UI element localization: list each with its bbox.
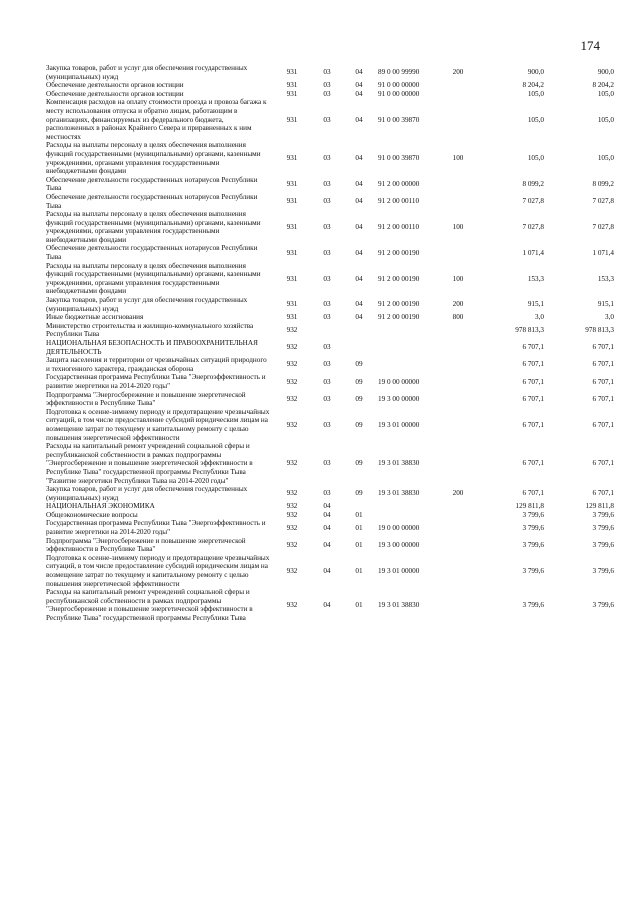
target-article-code: 91 0 00 39870 bbox=[378, 154, 420, 163]
subsection-code bbox=[344, 339, 374, 356]
ministry-code: 932 bbox=[286, 459, 298, 468]
ministry-code: 931 bbox=[286, 222, 298, 231]
target-article-code: 91 0 00 39870 bbox=[378, 115, 420, 124]
expense-type-code bbox=[442, 511, 474, 520]
section-code: 04 bbox=[323, 540, 331, 549]
expense-type-code bbox=[442, 554, 474, 588]
expense-type-code bbox=[442, 322, 474, 339]
amount-value: 105,0 bbox=[527, 154, 544, 163]
subsection-code: 04 bbox=[355, 197, 363, 206]
amount-value: 3 799,6 bbox=[522, 540, 544, 549]
subsection-code: 09 bbox=[355, 377, 363, 386]
row-name: Закупка товаров, работ и услуг для обеспечения государственных (муниципальных) нужд bbox=[46, 64, 248, 81]
target-article-code: 91 2 00 00190 bbox=[378, 300, 420, 309]
row-name: Защита населения и территории от чрезвычайных ситуаций природного и техногенного характера, гражданская оборона bbox=[46, 356, 267, 373]
amount-value-2: 6 707,1 bbox=[592, 420, 614, 429]
amount-value-2: 6 707,1 bbox=[592, 360, 614, 369]
target-article-code: 19 3 01 38830 bbox=[378, 489, 420, 498]
subsection-code: 09 bbox=[355, 394, 363, 403]
amount-value: 6 707,1 bbox=[522, 394, 544, 403]
amount-value-2: 7 027,8 bbox=[592, 222, 614, 231]
amount-value: 915,1 bbox=[527, 300, 544, 309]
expense-type-code bbox=[442, 244, 474, 261]
row-name: Подготовка к осенне-зимнему периоду и предотвращение чрезвычайных ситуаций, в том числе предоставление субсидий юридическим лицам на возмещение затрат по текущему и капитальному ремонту с целью повышения энергетической эффективности bbox=[46, 553, 270, 588]
subsection-code: 04 bbox=[355, 248, 363, 257]
amount-value-2: 105,0 bbox=[597, 115, 614, 124]
expense-type-code bbox=[442, 588, 474, 622]
table-row bbox=[46, 373, 614, 390]
section-code bbox=[310, 322, 344, 339]
subsection-code: 01 bbox=[355, 523, 363, 532]
amount-value-2: 3,0 bbox=[605, 313, 614, 322]
subsection-code: 04 bbox=[355, 68, 363, 77]
expense-type-code bbox=[442, 193, 474, 210]
amount-value: 3,0 bbox=[535, 313, 544, 322]
ministry-code: 932 bbox=[286, 420, 298, 429]
expense-type-code: 800 bbox=[452, 313, 464, 322]
ministry-code: 931 bbox=[286, 248, 298, 257]
row-name: Подготовка к осенне-зимнему периоду и предотвращение чрезвычайных ситуаций, в том числе предоставление субсидий юридическим лицам на возмещение затрат по текущему и капитальному ремонту с целью повышения энергетической эффективности bbox=[46, 407, 270, 442]
expense-type-code: 100 bbox=[452, 274, 464, 283]
ministry-code: 931 bbox=[286, 154, 298, 163]
amount-value-2: 978 813,3 bbox=[585, 326, 614, 335]
table-row bbox=[46, 81, 614, 90]
row-name: Государственная программа Республики Тыва "Энергоэффективность и развитие энергетики на 2014-2020 годы" bbox=[46, 373, 266, 390]
subsection-code: 09 bbox=[355, 459, 363, 468]
table-row bbox=[46, 511, 614, 520]
table-row bbox=[46, 554, 614, 588]
row-name: Обеспечение деятельности органов юстиции bbox=[46, 89, 184, 98]
amount-value-2: 153,3 bbox=[597, 274, 614, 283]
budget-table bbox=[46, 64, 614, 623]
ministry-code: 932 bbox=[286, 523, 298, 532]
table-row bbox=[46, 339, 614, 356]
amount-value: 8 099,2 bbox=[522, 180, 544, 189]
target-article-code: 91 0 00 00000 bbox=[378, 81, 420, 90]
amount-value-2: 6 707,1 bbox=[592, 377, 614, 386]
amount-value-2: 6 707,1 bbox=[592, 489, 614, 498]
section-code: 04 bbox=[323, 523, 331, 532]
section-code: 03 bbox=[323, 300, 331, 309]
section-code: 03 bbox=[323, 68, 331, 77]
expense-type-code: 100 bbox=[452, 154, 464, 163]
subsection-code bbox=[344, 322, 374, 339]
amount-value-2: 1 071,4 bbox=[592, 248, 614, 257]
row-name: Расходы на выплаты персоналу в целях обеспечения выполнения функций государственными (муниципальными) органами, казенными учреждениями, органами управления государственными внебюджетными фондами bbox=[46, 261, 261, 296]
row-name: Расходы на капитальный ремонт учреждений социальной сферы и республиканской собственности в рамках подпрограммы "Энергосбережение и повышение энергетической эффективности в Республике Тыва" государственной программы Республики Тыва "Развитие энергетики Республики Тыва на 2014-2020 годы" bbox=[46, 442, 253, 485]
row-name: НАЦИОНАЛЬНАЯ ЭКОНОМИКА bbox=[46, 502, 155, 511]
amount-value: 6 707,1 bbox=[522, 489, 544, 498]
table-row bbox=[46, 90, 614, 99]
section-code: 03 bbox=[323, 89, 331, 98]
table-row bbox=[46, 356, 614, 373]
target-article-code: 91 2 00 00110 bbox=[378, 197, 420, 206]
target-article-code bbox=[374, 502, 442, 511]
ministry-code: 932 bbox=[286, 566, 298, 575]
ministry-code: 931 bbox=[286, 68, 298, 77]
ministry-code: 932 bbox=[286, 601, 298, 610]
amount-value-2: 6 707,1 bbox=[592, 459, 614, 468]
row-name: Закупка товаров, работ и услуг для обеспечения государственных (муниципальных) нужд bbox=[46, 485, 248, 502]
expense-type-code bbox=[442, 442, 474, 485]
ministry-code: 931 bbox=[286, 274, 298, 283]
row-name: Закупка товаров, работ и услуг для обеспечения государственных (муниципальных) нужд bbox=[46, 296, 248, 313]
amount-value: 978 813,3 bbox=[515, 326, 544, 335]
table-row bbox=[46, 588, 614, 622]
expense-type-code bbox=[442, 537, 474, 554]
amount-value-2: 3 799,6 bbox=[592, 540, 614, 549]
row-name: Расходы на капитальный ремонт учреждений социальной сферы и республиканской собственности в рамках подпрограммы "Энергосбережение и повышение энергетической эффективности в Республике Тыва" государственной программы Республики Тыва bbox=[46, 588, 253, 622]
expense-type-code bbox=[442, 176, 474, 193]
amount-value: 6 707,1 bbox=[522, 343, 544, 352]
section-code: 03 bbox=[323, 222, 331, 231]
row-name: Иные бюджетные ассигнования bbox=[46, 313, 144, 322]
expense-type-code bbox=[442, 81, 474, 90]
expense-type-code bbox=[442, 339, 474, 356]
amount-value: 6 707,1 bbox=[522, 459, 544, 468]
amount-value-2: 105,0 bbox=[597, 154, 614, 163]
amount-value-2: 129 811,8 bbox=[585, 502, 614, 511]
section-code: 03 bbox=[323, 274, 331, 283]
target-article-code: 91 2 00 00110 bbox=[378, 222, 420, 231]
subsection-code: 01 bbox=[355, 566, 363, 575]
section-code: 03 bbox=[323, 377, 331, 386]
target-article-code: 19 3 00 00000 bbox=[378, 394, 420, 403]
ministry-code: 931 bbox=[286, 89, 298, 98]
row-name: Расходы на выплаты персоналу в целях обеспечения выполнения функций государственными (муниципальными) органами, казенными учреждениями, органами управления государственными внебюджетными фондами bbox=[46, 210, 261, 244]
target-article-code: 19 0 00 00000 bbox=[378, 523, 420, 532]
section-code: 04 bbox=[323, 566, 331, 575]
budget-table-body bbox=[46, 64, 614, 623]
amount-value: 6 707,1 bbox=[522, 360, 544, 369]
row-name: Подпрограмма "Энергосбережение и повышение энергетической эффективности в Республике Тыва" bbox=[46, 536, 246, 554]
expense-type-code bbox=[442, 408, 474, 442]
target-article-code: 91 2 00 00000 bbox=[378, 180, 420, 189]
amount-value-2: 8 099,2 bbox=[592, 180, 614, 189]
row-name: Обеспечение деятельности органов юстиции bbox=[46, 81, 184, 90]
target-article-code: 19 3 01 38830 bbox=[378, 601, 420, 610]
row-name: Министерство строительства и жилищно-коммунального хозяйства Республики Тыва bbox=[46, 321, 254, 339]
section-code: 03 bbox=[323, 154, 331, 163]
expense-type-code bbox=[442, 90, 474, 99]
table-row bbox=[46, 408, 614, 442]
table-row bbox=[46, 485, 614, 502]
table-row bbox=[46, 296, 614, 313]
amount-value-2: 900,0 bbox=[597, 68, 614, 77]
row-name: Общеэкономические вопросы bbox=[46, 510, 138, 519]
amount-value: 105,0 bbox=[527, 115, 544, 124]
row-name: Государственная программа Республики Тыва "Энергоэффективность и развитие энергетики на 2014-2020 годы" bbox=[46, 519, 266, 537]
expense-type-code: 200 bbox=[452, 489, 464, 498]
table-row bbox=[46, 537, 614, 554]
amount-value: 3 799,6 bbox=[522, 523, 544, 532]
table-row bbox=[46, 141, 614, 175]
target-article-code bbox=[374, 511, 442, 520]
amount-value-2: 6 707,1 bbox=[592, 343, 614, 352]
subsection-code: 04 bbox=[355, 115, 363, 124]
expense-type-code: 200 bbox=[452, 300, 464, 309]
subsection-code: 01 bbox=[355, 540, 363, 549]
section-code: 03 bbox=[323, 248, 331, 257]
section-code: 03 bbox=[323, 489, 331, 498]
subsection-code: 04 bbox=[355, 154, 363, 163]
ministry-code: 931 bbox=[286, 180, 298, 189]
row-name: Компенсация расходов на оплату стоимости проезда и провоза багажа к месту использования отпуска и обратно лицам, работающим в организациях, финансируемых из федерального бюджета, расположенных в районах Крайнего Севера и приравненных к ним местностях bbox=[46, 98, 267, 141]
expense-type-code: 200 bbox=[452, 68, 464, 77]
target-article-code: 89 0 00 99990 bbox=[378, 68, 420, 77]
target-article-code: 91 2 00 00190 bbox=[378, 248, 420, 257]
subsection-code: 04 bbox=[355, 300, 363, 309]
section-code: 04 bbox=[323, 601, 331, 610]
amount-value-2: 915,1 bbox=[597, 300, 614, 309]
table-row bbox=[46, 442, 614, 485]
table-row bbox=[46, 313, 614, 322]
subsection-code: 09 bbox=[355, 360, 363, 369]
subsection-code: 04 bbox=[355, 81, 363, 90]
amount-value-2: 3 799,6 bbox=[592, 601, 614, 610]
subsection-code: 04 bbox=[355, 89, 363, 98]
subsection-code: 04 bbox=[355, 222, 363, 231]
amount-value: 129 811,8 bbox=[515, 502, 544, 511]
table-row bbox=[46, 322, 614, 339]
subsection-code: 04 bbox=[355, 274, 363, 283]
amount-value: 1 071,4 bbox=[522, 248, 544, 257]
amount-value-2: 8 204,2 bbox=[592, 81, 614, 90]
expense-type-code bbox=[442, 519, 474, 536]
target-article-code: 91 2 00 00190 bbox=[378, 274, 420, 283]
table-row bbox=[46, 519, 614, 536]
subsection-code: 01 bbox=[355, 601, 363, 610]
ministry-code: 932 bbox=[286, 394, 298, 403]
page-number: 174 bbox=[580, 38, 600, 53]
amount-value: 105,0 bbox=[527, 89, 544, 98]
amount-value: 3 799,6 bbox=[522, 601, 544, 610]
table-row bbox=[46, 64, 614, 81]
amount-value-2: 3 799,6 bbox=[592, 566, 614, 575]
subsection-code: 09 bbox=[355, 489, 363, 498]
table-row bbox=[46, 210, 614, 244]
ministry-code: 931 bbox=[286, 197, 298, 206]
row-name: Обеспечение деятельности государственных нотариусов Республики Тыва bbox=[46, 192, 258, 210]
row-name: Обеспечение деятельности государственных нотариусов Республики Тыва bbox=[46, 175, 258, 193]
section-code: 03 bbox=[323, 115, 331, 124]
section-code: 04 bbox=[323, 502, 331, 511]
target-article-code bbox=[374, 356, 442, 373]
section-code: 03 bbox=[323, 197, 331, 206]
target-article-code: 19 3 00 00000 bbox=[378, 540, 420, 549]
amount-value: 3 799,6 bbox=[522, 510, 544, 519]
target-article-code: 19 0 00 00000 bbox=[378, 377, 420, 386]
amount-value: 900,0 bbox=[527, 68, 544, 77]
table-row bbox=[46, 193, 614, 210]
section-code: 03 bbox=[323, 459, 331, 468]
section-code: 03 bbox=[323, 180, 331, 189]
amount-value: 153,3 bbox=[527, 274, 544, 283]
ministry-code: 932 bbox=[286, 489, 298, 498]
table-row bbox=[46, 391, 614, 408]
table-row bbox=[46, 176, 614, 193]
amount-value: 3 799,6 bbox=[522, 566, 544, 575]
ministry-code: 931 bbox=[286, 81, 298, 90]
row-name: Подпрограмма "Энергосбережение и повышение энергетической эффективности в Республике Тыва" bbox=[46, 390, 246, 408]
subsection-code: 04 bbox=[355, 180, 363, 189]
section-code: 03 bbox=[323, 420, 331, 429]
ministry-code: 932 bbox=[286, 326, 298, 335]
amount-value-2: 6 707,1 bbox=[592, 394, 614, 403]
amount-value: 8 204,2 bbox=[522, 81, 544, 90]
section-code: 03 bbox=[323, 343, 331, 352]
table-row bbox=[46, 502, 614, 511]
amount-value-2: 3 799,6 bbox=[592, 523, 614, 532]
amount-value: 7 027,8 bbox=[522, 197, 544, 206]
target-article-code: 19 3 01 00000 bbox=[378, 566, 420, 575]
section-code: 04 bbox=[323, 510, 331, 519]
section-code: 03 bbox=[323, 81, 331, 90]
target-article-code: 91 0 00 00000 bbox=[378, 89, 420, 98]
ministry-code: 931 bbox=[286, 300, 298, 309]
table-row bbox=[46, 244, 614, 261]
row-name: НАЦИОНАЛЬНАЯ БЕЗОПАСНОСТЬ И ПРАВООХРАНИТЕЛЬНАЯ ДЕЯТЕЛЬНОСТЬ bbox=[46, 339, 258, 356]
target-article-code bbox=[374, 322, 442, 339]
ministry-code: 932 bbox=[286, 377, 298, 386]
expense-type-code bbox=[442, 373, 474, 390]
target-article-code bbox=[374, 339, 442, 356]
ministry-code: 932 bbox=[286, 540, 298, 549]
expense-type-code bbox=[442, 98, 474, 141]
subsection-code bbox=[344, 502, 374, 511]
table-row bbox=[46, 262, 614, 296]
ministry-code: 932 bbox=[286, 510, 298, 519]
row-name: Расходы на выплаты персоналу в целях обеспечения выполнения функций государственными (муниципальными) органами, казенными учреждениями, органами управления государственными внебюджетными фондами bbox=[46, 141, 261, 176]
section-code: 03 bbox=[323, 313, 331, 322]
expense-type-code bbox=[442, 391, 474, 408]
row-name: Обеспечение деятельности государственных нотариусов Республики Тыва bbox=[46, 244, 258, 262]
target-article-code: 19 3 01 00000 bbox=[378, 420, 420, 429]
subsection-code: 04 bbox=[355, 313, 363, 322]
amount-value-2: 7 027,8 bbox=[592, 197, 614, 206]
amount-value: 7 027,8 bbox=[522, 222, 544, 231]
ministry-code: 932 bbox=[286, 502, 298, 511]
expense-type-code bbox=[442, 502, 474, 511]
amount-value: 6 707,1 bbox=[522, 420, 544, 429]
ministry-code: 931 bbox=[286, 115, 298, 124]
ministry-code: 931 bbox=[286, 313, 298, 322]
section-code: 03 bbox=[323, 360, 331, 369]
table-row bbox=[46, 98, 614, 141]
subsection-code: 09 bbox=[355, 420, 363, 429]
section-code: 03 bbox=[323, 394, 331, 403]
expense-type-code bbox=[442, 356, 474, 373]
amount-value-2: 3 799,6 bbox=[592, 510, 614, 519]
subsection-code: 01 bbox=[355, 510, 363, 519]
amount-value-2: 105,0 bbox=[597, 89, 614, 98]
ministry-code: 932 bbox=[286, 343, 298, 352]
target-article-code: 91 2 00 00190 bbox=[378, 313, 420, 322]
expense-type-code: 100 bbox=[452, 222, 464, 231]
ministry-code: 932 bbox=[286, 360, 298, 369]
target-article-code: 19 3 01 38830 bbox=[378, 459, 420, 468]
amount-value: 6 707,1 bbox=[522, 377, 544, 386]
